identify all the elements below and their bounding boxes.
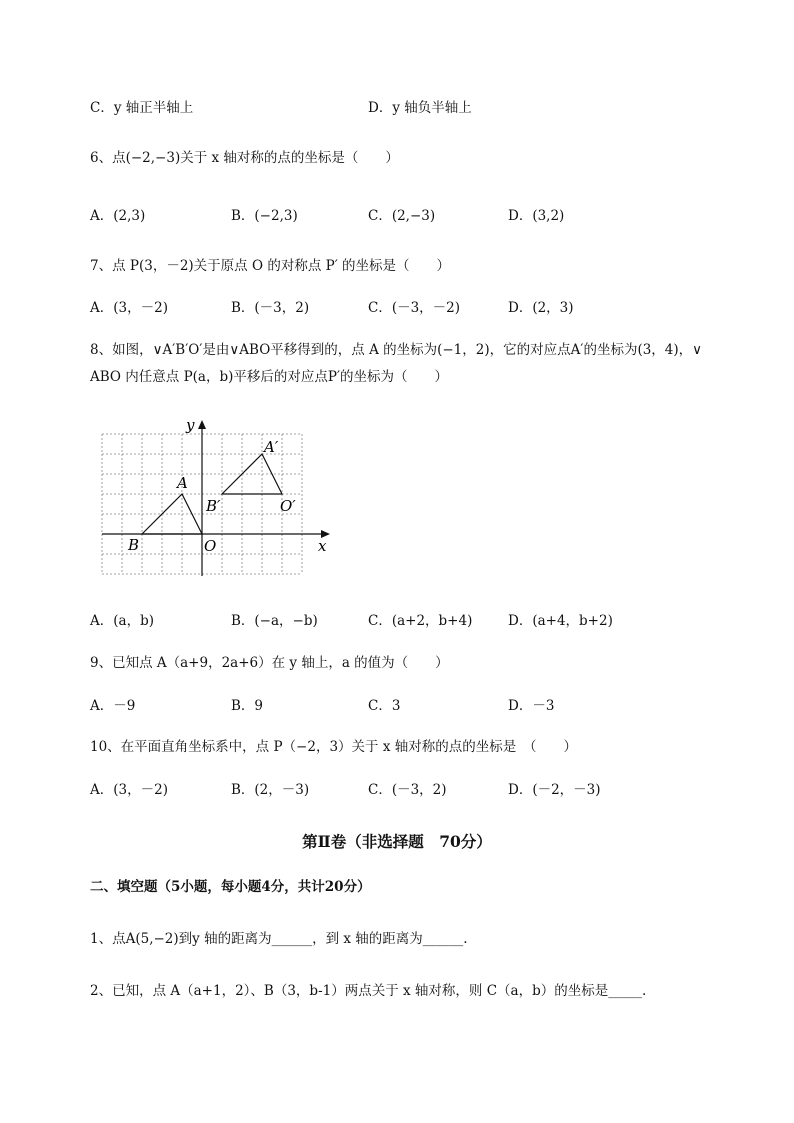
q8-option-a: A．(a，b) [90,613,154,629]
q10-option-c: C．(－3，2) [368,782,447,798]
q6-option-c: C．(2,−3) [368,208,436,224]
q10-option-a: A．(3，－2) [90,782,168,798]
q10-option-b: B．(2，－3) [231,782,310,798]
q6-option-b: B．(−2,3) [231,208,298,224]
q8-coordinate-figure [92,414,342,584]
q7-option-b: B．(－3，2) [231,300,310,316]
q10-stem: 10、在平面直角坐标系中，点 P（−2，3）关于 x 轴对称的点的坐标是 （ ） [90,739,577,755]
label-o: O [204,537,217,555]
q9-option-a: A．－9 [90,698,136,714]
y-axis-label: y [186,416,195,434]
q7-option-a: A．(3，－2) [90,300,168,316]
q6-option-a: A．(2,3) [90,208,146,224]
q6-option-d: D．(3,2) [508,208,565,224]
label-b-prime: B′ [206,497,221,515]
label-o-prime: O′ [280,497,296,515]
q8-option-c: C．(a+2，b+4) [368,613,473,629]
y-axis-arrow [198,420,206,429]
fill-question-1: 1、点A(5,−2)到y 轴的距离为______，到 x 轴的距离为______. [90,931,468,947]
label-b: B [128,536,140,554]
label-a: A [177,474,188,492]
q10-option-d: D．(－2，－3) [508,782,601,798]
q7-stem: 7、点 P(3，－2)关于原点 O 的对称点 P′ 的坐标是（ ） [90,258,451,274]
x-axis-label: x [318,537,327,555]
q7-option-c: C．(－3，－2) [368,300,461,316]
q9-option-d: D．－3 [508,698,555,714]
q7-option-d: D．(2，3) [508,300,574,316]
part2-title: 第Ⅱ卷（非选择题 70分） [302,832,492,851]
q5-option-d: D．y 轴负半轴上 [368,100,472,116]
q9-option-b: B．9 [231,698,264,714]
label-a-prime: A′ [264,438,279,456]
fill-question-2: 2、已知，点 A（a+1，2）、B（3，b-1）两点关于 x 轴对称，则 C（a，b）的坐标是_____. [90,983,647,999]
q5-option-c: C．y 轴正半轴上 [90,100,194,116]
q6-stem: 6、点(−2,−3)关于 x 轴对称的点的坐标是（ ） [90,150,399,166]
q8-option-b: B．(−a，−b) [231,613,318,629]
q8-stem-line2: ABO 内任意点 P(a，b)平移后的对应点P′的坐标为（ ） [90,369,449,385]
q8-option-d: D．(a+4，b+2) [508,613,613,629]
section2-heading: 二、填空题（5小题，每小题4分，共计20分） [90,879,371,895]
q9-stem: 9、已知点 A（a+9，2a+6）在 y 轴上，a 的值为（ ） [90,655,449,671]
q9-option-c: C．3 [368,698,401,714]
q8-stem-line1: 8、如图，∨A′B′O′是由∨ABO平移得到的，点 A 的坐标为(−1，2)，它的对应点A′的坐标为(3，4)，∨ [90,342,703,358]
